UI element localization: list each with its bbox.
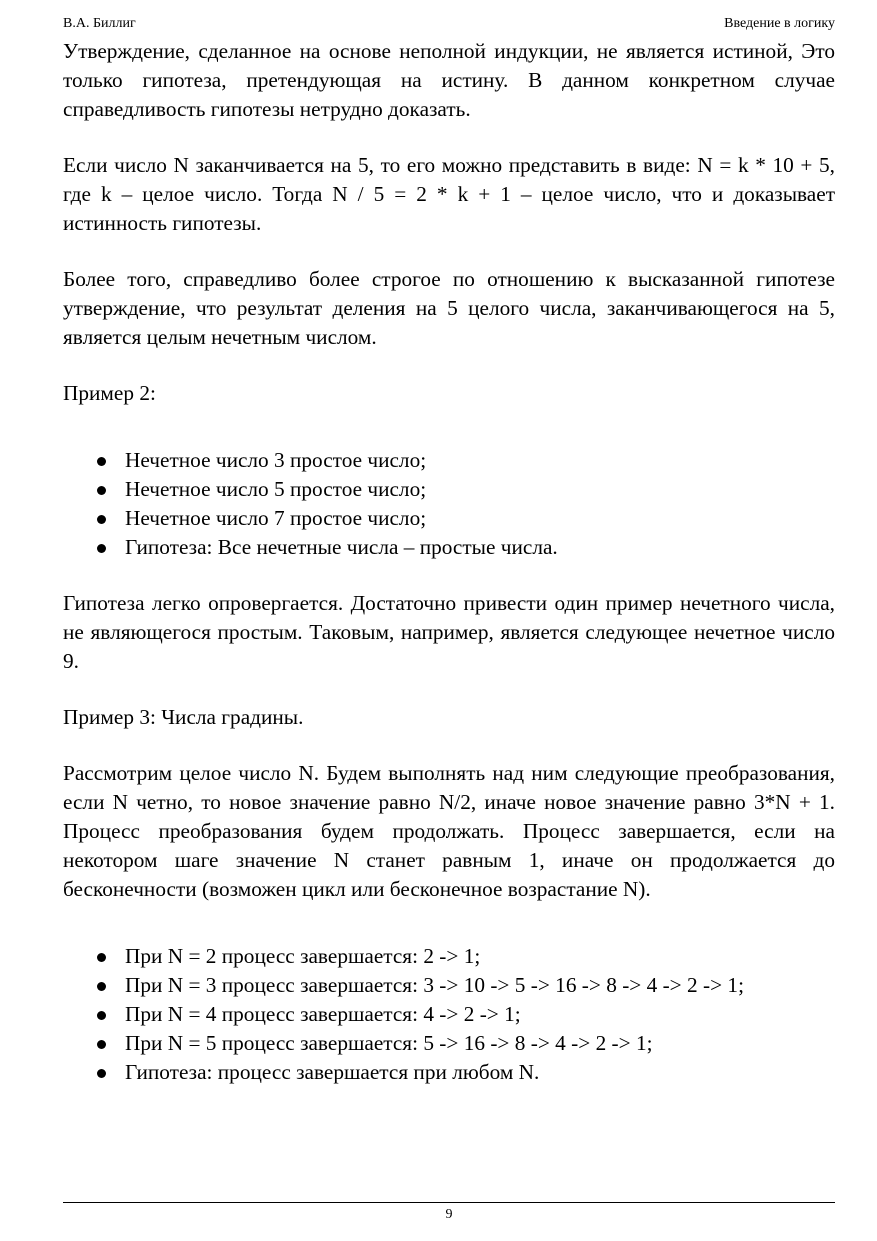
header-author: В.А. Биллиг	[63, 16, 136, 31]
bullet-icon	[97, 1069, 106, 1078]
list-item	[63, 475, 835, 504]
list-item	[63, 446, 835, 475]
paragraph-hailstone-description: Рассмотрим целое число N. Будем выполнять над ним следующие преобразования, если N четно, то новое значение равно N/2, иначе новое значение равно 3*N + 1. Процесс преобразования будем продолжать. Процесс завершается, если на некотором шаге значение N станет равным 1, иначе он продолжается до бесконечности (возможен цикл или бесконечное возрастание N).	[63, 761, 835, 901]
bullet-icon	[97, 1040, 106, 1049]
bullet-icon	[97, 982, 106, 991]
paragraph-proof: Если число N заканчивается на 5, то его можно представить в виде: N = k * 10 + 5, где k – целое число. Тогда N / 5 = 2 * k + 1 – целое число, что и доказывает истинность гипотезы.	[63, 153, 835, 235]
bullet-icon	[97, 457, 106, 466]
bullet-icon	[97, 1011, 106, 1020]
list-item	[63, 942, 835, 971]
paragraph-refutation: Гипотеза легко опровергается. Достаточно привести один пример нечетного числа, не являющегося простым. Таковым, например, является следующее нечетное число 9.	[63, 591, 835, 673]
list-item-text: Гипотеза: процесс завершается при любом N.	[125, 1060, 540, 1084]
bullet-icon	[97, 515, 106, 524]
example-3-list	[63, 942, 835, 1087]
paragraph-incomplete-induction: Утверждение, сделанное на основе неполной индукции, не является истиной, Это только гипотеза, претендующая на истину. В данном конкретном случае справедливость гипотезы нетрудно доказать.	[63, 39, 835, 121]
list-item	[63, 504, 835, 533]
list-item-text: Нечетное число 5 простое число;	[125, 477, 427, 501]
page-body	[63, 37, 835, 1114]
list-item	[63, 1000, 835, 1029]
list-item-text: При N = 4 процесс завершается: 4 -> 2 -> 1;	[125, 1002, 521, 1026]
list-item	[63, 1058, 835, 1087]
header-title: Введение в логику	[724, 16, 835, 31]
bullet-icon	[97, 544, 106, 553]
list-item	[63, 1029, 835, 1058]
paragraph-stronger-claim: Более того, справедливо более строгое по отношению к высказанной гипотезе утверждение, что результат деления на 5 целого числа, заканчивающегося на 5, является целым нечетным числом.	[63, 267, 835, 349]
list-item-text: При N = 3 процесс завершается: 3 -> 10 -> 5 -> 16 -> 8 -> 4 -> 2 -> 1;	[125, 973, 744, 997]
example-2-list	[63, 446, 835, 562]
list-item-text: Нечетное число 3 простое число;	[125, 448, 427, 472]
bullet-icon	[97, 486, 106, 495]
footer-divider	[63, 1202, 835, 1203]
list-item-text: Нечетное число 7 простое число;	[125, 506, 427, 530]
page-header	[63, 14, 835, 34]
bullet-icon	[97, 953, 106, 962]
example-2-heading: Пример 2:	[63, 381, 156, 405]
list-item-text: Гипотеза: Все нечетные числа – простые числа.	[125, 535, 558, 559]
list-item	[63, 971, 835, 1000]
list-item-text: При N = 5 процесс завершается: 5 -> 16 -> 8 -> 4 -> 2 -> 1;	[125, 1031, 653, 1055]
list-item	[63, 533, 835, 562]
list-item-text: При N = 2 процесс завершается: 2 -> 1;	[125, 944, 481, 968]
page-number: 9	[445, 1207, 453, 1222]
example-3-heading: Пример 3: Числа градины.	[63, 705, 304, 729]
